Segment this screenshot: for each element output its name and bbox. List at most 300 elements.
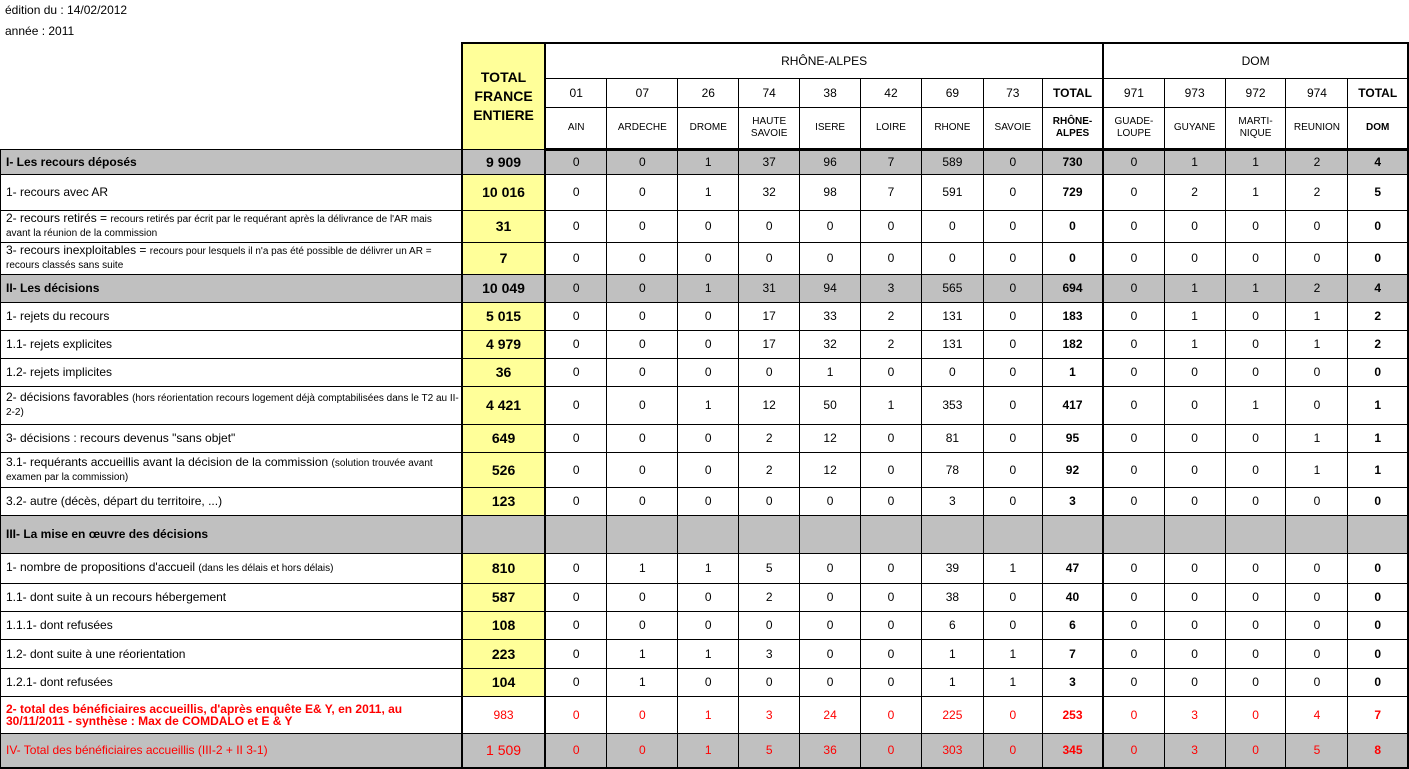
value-cell: 1 [678,274,739,302]
table-row [1,611,1409,639]
value-cell: 1 [678,386,739,424]
value-cell: 0 [1286,553,1348,583]
table-row [1,515,1409,553]
col-code-header: 972 [1225,78,1286,107]
value-cell: 4 [1348,149,1408,174]
value-cell: 38 [921,583,983,611]
row-label: 1- nombre de propositions d'accueil (dans les délais et hors délais) [1,553,463,583]
value-cell: 0 [545,611,607,639]
value-cell: 1 [1164,274,1225,302]
value-cell: 0 [1042,210,1103,242]
value-cell [800,515,861,553]
value-cell: 0 [921,210,983,242]
recours-table [0,42,1409,769]
value-cell: 1 [607,639,678,668]
value-cell: 0 [983,452,1042,487]
value-cell: 0 [861,424,922,452]
value-cell: 0 [678,330,739,358]
value-cell: 2 [1286,174,1348,210]
value-cell: 1 [1164,330,1225,358]
value-cell: 47 [1042,553,1103,583]
value-cell: 1 [983,553,1042,583]
row-label: III- La mise en œuvre des décisions [1,515,463,553]
value-cell: 0 [739,210,800,242]
total-france-cell: 123 [462,487,545,515]
value-cell: 0 [739,487,800,515]
table-row [1,274,1409,302]
value-cell: 0 [1286,210,1348,242]
row-label: IV- Total des bénéficiaires accueillis (III-2 + II 3-1) [1,733,463,768]
value-cell: 0 [545,274,607,302]
value-cell: 3 [739,696,800,733]
value-cell: 0 [1225,553,1286,583]
value-cell: 7 [861,174,922,210]
value-cell: 0 [678,358,739,386]
col-dept-header: MARTI-NIQUE [1225,107,1286,149]
value-cell: 0 [545,149,607,174]
value-cell: 0 [545,330,607,358]
value-cell: 0 [1164,210,1225,242]
value-cell: 0 [1164,639,1225,668]
value-cell: 0 [800,487,861,515]
value-cell: 0 [1103,424,1164,452]
value-cell: 98 [800,174,861,210]
value-cell: 0 [1348,487,1408,515]
value-cell: 2 [1164,174,1225,210]
value-cell: 24 [800,696,861,733]
value-cell: 5 [739,553,800,583]
value-cell: 0 [1286,358,1348,386]
table-row [1,242,1409,274]
value-cell: 0 [545,452,607,487]
value-cell: 131 [921,302,983,330]
table-row [1,553,1409,583]
value-cell: 0 [1164,424,1225,452]
table-row [1,424,1409,452]
row-label-note: (hors réorientation recours logement déjà comptabilisées dans le T2 au II-2-2) [6,393,459,418]
value-cell: 96 [800,149,861,174]
value-cell: 303 [921,733,983,768]
value-cell: 131 [921,330,983,358]
value-cell: 7 [1042,639,1103,668]
value-cell: 1 [1348,452,1408,487]
value-cell [1225,515,1286,553]
value-cell: 0 [607,210,678,242]
value-cell: 0 [861,553,922,583]
row-label: 2- total des bénéficiaires accueillis, d'après enquête E& Y, en 2011, au 30/11/2011 - synthèse : Max de COMDALO et E & Y [1,696,463,733]
total-france-cell: 526 [462,452,545,487]
value-cell: 353 [921,386,983,424]
value-cell [1042,515,1103,553]
value-cell: 0 [1103,611,1164,639]
value-cell: 0 [1164,242,1225,274]
value-cell: 0 [545,302,607,330]
value-cell: 3 [1042,668,1103,696]
value-cell: 0 [983,274,1042,302]
value-cell: 2 [861,302,922,330]
value-cell: 0 [1348,242,1408,274]
value-cell: 0 [607,696,678,733]
col-code-header: 07 [607,78,678,107]
value-cell: 0 [1225,733,1286,768]
value-cell: 0 [1103,733,1164,768]
value-cell: 0 [1225,611,1286,639]
row-label: 3- décisions : recours devenus "sans objet" [1,424,463,452]
value-cell: 1 [607,553,678,583]
value-cell: 0 [545,639,607,668]
value-cell: 0 [1286,583,1348,611]
value-cell: 7 [1348,696,1408,733]
value-cell: 0 [861,696,922,733]
value-cell: 0 [545,733,607,768]
value-cell: 2 [739,452,800,487]
value-cell: 81 [921,424,983,452]
col-dept-header: HAUTE SAVOIE [739,107,800,149]
value-cell: 0 [1103,452,1164,487]
value-cell: 253 [1042,696,1103,733]
value-cell: 0 [607,733,678,768]
value-cell: 1 [1225,274,1286,302]
value-cell: 92 [1042,452,1103,487]
value-cell: 0 [1286,639,1348,668]
col-dept-header: DOM [1348,107,1408,149]
value-cell: 0 [1103,386,1164,424]
value-cell: 1 [1348,386,1408,424]
value-cell: 0 [983,358,1042,386]
value-cell: 4 [1348,274,1408,302]
value-cell: 0 [739,242,800,274]
value-cell: 0 [678,583,739,611]
value-cell: 0 [983,611,1042,639]
value-cell: 0 [1286,386,1348,424]
value-cell: 1 [678,149,739,174]
value-cell: 0 [983,242,1042,274]
value-cell: 0 [1103,358,1164,386]
value-cell: 0 [545,696,607,733]
value-cell: 1 [1164,149,1225,174]
row-label-note: (solution trouvée avant examen par la commission) [6,457,433,483]
col-dept-header: AIN [545,107,607,149]
value-cell: 0 [545,553,607,583]
value-cell: 0 [861,733,922,768]
value-cell: 0 [800,583,861,611]
value-cell: 1 [1286,424,1348,452]
value-cell: 0 [983,733,1042,768]
value-cell: 0 [1164,553,1225,583]
value-cell: 1 [800,358,861,386]
value-cell: 0 [800,242,861,274]
value-cell: 0 [983,302,1042,330]
value-cell: 4 [1286,696,1348,733]
value-cell: 0 [1286,487,1348,515]
total-france-cell: 5 015 [462,302,545,330]
value-cell: 0 [1164,452,1225,487]
value-cell: 3 [1164,733,1225,768]
col-code-header: 26 [678,78,739,107]
value-cell: 33 [800,302,861,330]
col-code-header: 73 [983,78,1042,107]
value-cell: 0 [1225,668,1286,696]
value-cell: 0 [607,358,678,386]
value-cell: 0 [800,553,861,583]
value-cell: 0 [607,452,678,487]
total-france-cell: 587 [462,583,545,611]
row-label-note: recours retirés par écrit par le requérant après la délivrance de l'AR mais avant la réunion de la commission [6,214,432,239]
row-label: 1.2.1- dont refusées [1,668,463,696]
value-cell: 0 [1103,696,1164,733]
value-cell: 0 [1348,611,1408,639]
value-cell: 0 [607,386,678,424]
value-cell: 0 [983,174,1042,210]
col-dept-header: GUADE-LOUPE [1103,107,1164,149]
value-cell: 565 [921,274,983,302]
value-cell: 0 [545,210,607,242]
col-code-header: 74 [739,78,800,107]
value-cell: 78 [921,452,983,487]
value-cell: 0 [1286,242,1348,274]
value-cell: 0 [1103,274,1164,302]
table-row [1,583,1409,611]
value-cell: 2 [1286,149,1348,174]
value-cell: 0 [607,174,678,210]
col-code-header: TOTAL [1348,78,1408,107]
value-cell: 3 [1164,696,1225,733]
value-cell: 0 [861,210,922,242]
value-cell: 0 [1225,210,1286,242]
value-cell: 1 [1042,358,1103,386]
value-cell: 0 [861,639,922,668]
col-dept-header: ARDECHE [607,107,678,149]
value-cell: 32 [739,174,800,210]
col-code-header: 38 [800,78,861,107]
value-cell: 1 [678,639,739,668]
value-cell: 0 [983,210,1042,242]
value-cell: 37 [739,149,800,174]
total-france-cell: 983 [462,696,545,733]
value-cell: 0 [1286,668,1348,696]
value-cell: 0 [1225,452,1286,487]
value-cell: 0 [921,242,983,274]
value-cell: 1 [678,733,739,768]
total-france-cell: 36 [462,358,545,386]
header-spacer [1,43,463,149]
table-row [1,733,1409,768]
value-cell: 2 [861,330,922,358]
value-cell: 0 [545,358,607,386]
value-cell [1103,515,1164,553]
value-cell: 0 [1103,210,1164,242]
value-cell: 0 [545,386,607,424]
value-cell: 345 [1042,733,1103,768]
value-cell: 0 [607,330,678,358]
value-cell: 0 [678,424,739,452]
value-cell [607,515,678,553]
value-cell: 2 [739,424,800,452]
value-cell: 0 [545,242,607,274]
table-row [1,358,1409,386]
value-cell: 39 [921,553,983,583]
value-cell: 50 [800,386,861,424]
value-cell: 0 [607,242,678,274]
value-cell [678,515,739,553]
value-cell: 0 [1348,668,1408,696]
value-cell: 0 [983,149,1042,174]
col-dept-header: LOIRE [861,107,922,149]
row-label: 1.1- dont suite à un recours hébergement [1,583,463,611]
value-cell [1286,515,1348,553]
table-row [1,174,1409,210]
value-cell: 12 [800,452,861,487]
value-cell: 0 [861,358,922,386]
value-cell: 0 [983,583,1042,611]
value-cell: 0 [739,611,800,639]
value-cell: 0 [1348,583,1408,611]
total-france-cell: 1 509 [462,733,545,768]
value-cell: 6 [1042,611,1103,639]
value-cell: 0 [1225,487,1286,515]
col-dept-header: RHÔNE-ALPES [1042,107,1103,149]
row-label: II- Les décisions [1,274,463,302]
value-cell: 0 [1164,487,1225,515]
col-code-header: 974 [1286,78,1348,107]
value-cell: 0 [607,424,678,452]
total-france-cell: 7 [462,242,545,274]
table-row [1,639,1409,668]
value-cell: 0 [1348,210,1408,242]
value-cell: 6 [921,611,983,639]
col-dept-header: GUYANE [1164,107,1225,149]
total-france-cell: 31 [462,210,545,242]
value-cell [983,515,1042,553]
value-cell: 0 [607,487,678,515]
row-label: 1- recours avec AR [1,174,463,210]
value-cell: 0 [800,611,861,639]
value-cell: 0 [983,386,1042,424]
value-cell: 1 [678,174,739,210]
value-cell: 0 [739,358,800,386]
value-cell: 1 [921,639,983,668]
value-cell: 0 [1164,358,1225,386]
value-cell: 0 [1225,242,1286,274]
value-cell: 17 [739,302,800,330]
value-cell: 0 [983,487,1042,515]
value-cell: 7 [861,149,922,174]
year-label: année : 2011 [5,24,75,38]
value-cell: 5 [739,733,800,768]
value-cell: 3 [861,274,922,302]
value-cell: 1 [1348,424,1408,452]
total-france-cell: 223 [462,639,545,668]
row-label: 1.2- rejets implicites [1,358,463,386]
value-cell: 0 [1103,149,1164,174]
row-label: 3- recours inexploitables = recours pour lesquels il n'a pas été possible de délivrer un AR = recours classés sans suite [1,242,463,274]
table-row [1,487,1409,515]
value-cell: 0 [1225,424,1286,452]
value-cell: 225 [921,696,983,733]
table-row [1,386,1409,424]
value-cell [1348,515,1408,553]
value-cell: 3 [1042,487,1103,515]
col-dept-header: ISERE [800,107,861,149]
value-cell: 0 [983,696,1042,733]
value-cell: 0 [861,583,922,611]
col-code-header: 69 [921,78,983,107]
value-cell: 1 [678,696,739,733]
value-cell: 0 [545,487,607,515]
table-row [1,668,1409,696]
value-cell: 1 [1164,302,1225,330]
col-dept-header: REUNION [1286,107,1348,149]
value-cell: 0 [1164,386,1225,424]
col-dept-header: RHONE [921,107,983,149]
region-rhone-alpes-header: RHÔNE-ALPES [545,43,1103,78]
col-code-header: 01 [545,78,607,107]
value-cell: 0 [1103,174,1164,210]
value-cell: 694 [1042,274,1103,302]
value-cell: 0 [545,668,607,696]
value-cell: 0 [1225,639,1286,668]
value-cell: 1 [1225,174,1286,210]
edition-date: édition du : 14/02/2012 [5,3,128,17]
value-cell: 0 [1103,330,1164,358]
value-cell: 1 [983,668,1042,696]
value-cell: 94 [800,274,861,302]
value-cell: 0 [545,174,607,210]
value-cell: 417 [1042,386,1103,424]
value-cell: 0 [545,424,607,452]
value-cell: 183 [1042,302,1103,330]
value-cell: 0 [678,242,739,274]
value-cell: 12 [739,386,800,424]
value-cell: 0 [678,210,739,242]
value-cell: 0 [1103,302,1164,330]
value-cell: 1 [921,668,983,696]
value-cell: 12 [800,424,861,452]
value-cell: 8 [1348,733,1408,768]
value-cell: 1 [1225,386,1286,424]
value-cell: 0 [800,210,861,242]
value-cell: 2 [1348,330,1408,358]
value-cell: 0 [1103,487,1164,515]
value-cell: 0 [739,668,800,696]
value-cell: 591 [921,174,983,210]
value-cell: 2 [739,583,800,611]
value-cell: 0 [1348,553,1408,583]
value-cell [545,515,607,553]
value-cell: 0 [1103,553,1164,583]
total-france-cell: 9 909 [462,149,545,174]
row-label: 1.1- rejets explicites [1,330,463,358]
total-france-cell: 10 016 [462,174,545,210]
value-cell: 0 [545,583,607,611]
value-cell: 0 [678,611,739,639]
value-cell: 0 [678,668,739,696]
total-france-header: TOTAL FRANCE ENTIERE [462,43,545,149]
value-cell: 0 [1225,358,1286,386]
table-row [1,696,1409,733]
value-cell: 0 [800,668,861,696]
row-label: 1- rejets du recours [1,302,463,330]
value-cell: 2 [1348,302,1408,330]
value-cell: 730 [1042,149,1103,174]
value-cell: 0 [607,611,678,639]
value-cell: 0 [861,242,922,274]
table-row [1,452,1409,487]
total-france-cell: 104 [462,668,545,696]
row-label: I- Les recours déposés [1,149,463,174]
value-cell [861,515,922,553]
total-france-cell: 810 [462,553,545,583]
